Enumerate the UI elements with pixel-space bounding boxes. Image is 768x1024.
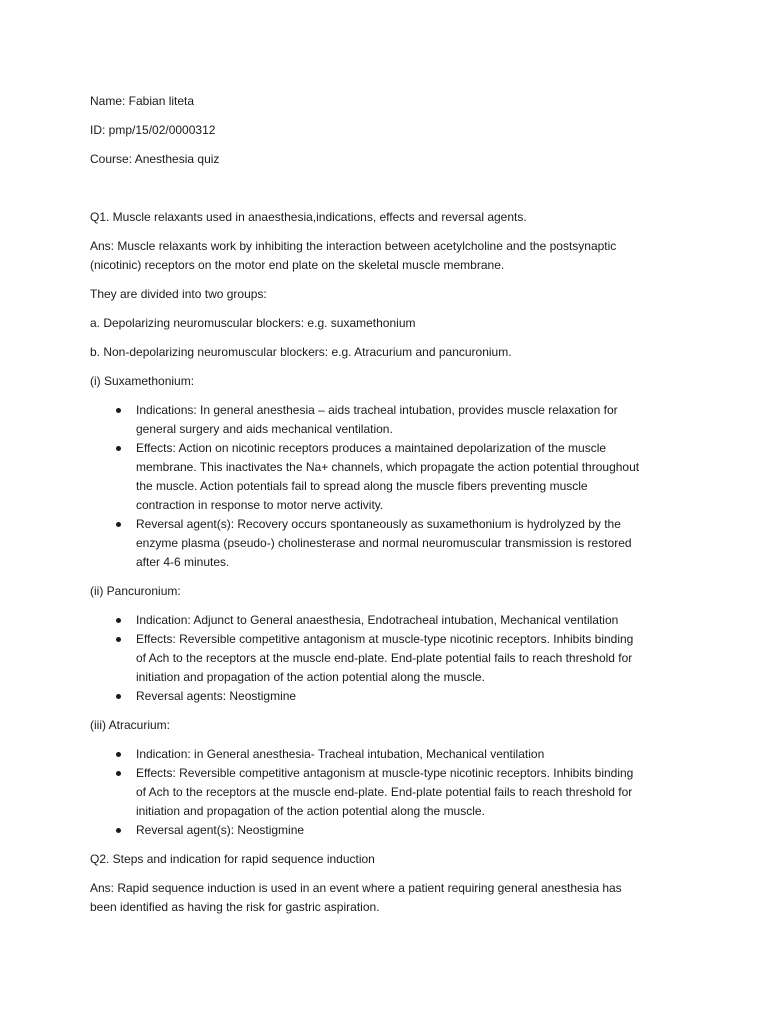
text-line: Indication: Adjunct to General anaesthesia, Endotracheal intubation, Mechanical ventilation [136,613,619,627]
list-item [136,611,730,630]
bullet-icon [116,752,121,757]
text-line: the muscle. Action potentials fail to spread along the muscle fibers preventing muscle [136,479,588,493]
groups-intro: They are divided into two groups: [90,287,267,301]
text-line: (nicotinic) receptors on the motor end plate on the skeletal muscle membrane. [90,258,505,272]
bullet-icon [116,446,121,451]
text-line: Ans: Rapid sequence induction is used in an event where a patient requiring general anesthesia has [90,881,622,895]
bullet-list-suxamethonium [90,401,730,572]
section-heading-atracurium: (iii) Atracurium: [90,718,171,732]
text-line: Effects: Reversible competitive antagonism at muscle-type nicotinic receptors. Inhibits binding [136,632,634,646]
bullet-icon [116,771,121,776]
list-item [136,821,730,840]
section-heading-pancuronium: (ii) Pancuronium: [90,584,181,598]
text-line: enzyme plasma (pseudo-) cholinesterase and normal neuromuscular transmission is restored [136,536,632,550]
list-item [136,630,730,687]
group-a: a. Depolarizing neuromuscular blockers: e.g. suxamethonium [90,316,416,330]
bullet-icon [116,522,121,527]
text-line: Ans: Muscle relaxants work by inhibiting the interaction between acetylcholine and the postsynaptic [90,239,617,253]
bullet-icon [116,637,121,642]
text-line: Reversal agent(s): Neostigmine [136,823,305,837]
question-1: Q1. Muscle relaxants used in anaesthesia,indications, effects and reversal agents. [90,210,527,224]
text-line: Reversal agents: Neostigmine [136,689,297,703]
list-item [136,401,730,439]
blank-paragraph [90,179,730,198]
list-item [136,745,730,764]
text-line: initiation and propagation of the action potential along the muscle. [136,670,485,684]
list-item [136,687,730,706]
bullet-icon [116,618,121,623]
section-heading-suxamethonium: (i) Suxamethonium: [90,374,195,388]
answer-2 [90,879,730,917]
text-line: after 4-6 minutes. [136,555,230,569]
bullet-icon [116,408,121,413]
list-item [136,439,730,515]
text-line: Effects: Action on nicotinic receptors produces a maintained depolarization of the muscle [136,441,607,455]
text-line: general surgery and aids mechanical ventilation. [136,422,393,436]
bullet-icon [116,694,121,699]
group-b: b. Non-depolarizing neuromuscular blockers: e.g. Atracurium and pancuronium. [90,345,512,359]
text-line: Reversal agent(s): Recovery occurs spontaneously as suxamethonium is hydrolyzed by the [136,517,621,531]
student-id: ID: pmp/15/02/0000312 [90,123,216,137]
text-line: of Ach to the receptors at the muscle end-plate. End-plate potential fails to reach threshold for [136,651,633,665]
text-line: Indication: in General anesthesia- Tracheal intubation, Mechanical ventilation [136,747,545,761]
question-2: Q2. Steps and indication for rapid sequence induction [90,852,375,866]
text-line: contraction in response to motor nerve activity. [136,498,384,512]
text-line: Indications: In general anesthesia – aids tracheal intubation, provides muscle relaxation for [136,403,618,417]
text-line: been identified as having the risk for gastric aspiration. [90,900,380,914]
text-line: initiation and propagation of the action potential along the muscle. [136,804,485,818]
answer-1 [90,237,730,275]
bullet-icon [116,828,121,833]
bullet-list-pancuronium [90,611,730,706]
text-line: of Ach to the receptors at the muscle end-plate. End-plate potential fails to reach threshold for [136,785,633,799]
list-item [136,764,730,821]
student-name: Name: Fabian liteta [90,94,195,108]
list-item [136,515,730,572]
text-line: Effects: Reversible competitive antagonism at muscle-type nicotinic receptors. Inhibits binding [136,766,634,780]
text-line: membrane. This inactivates the Na+ channels, which propagate the action potential throughout [136,460,640,474]
bullet-list-atracurium [90,745,730,840]
document-body [90,92,730,927]
course-name: Course: Anesthesia quiz [90,152,220,166]
